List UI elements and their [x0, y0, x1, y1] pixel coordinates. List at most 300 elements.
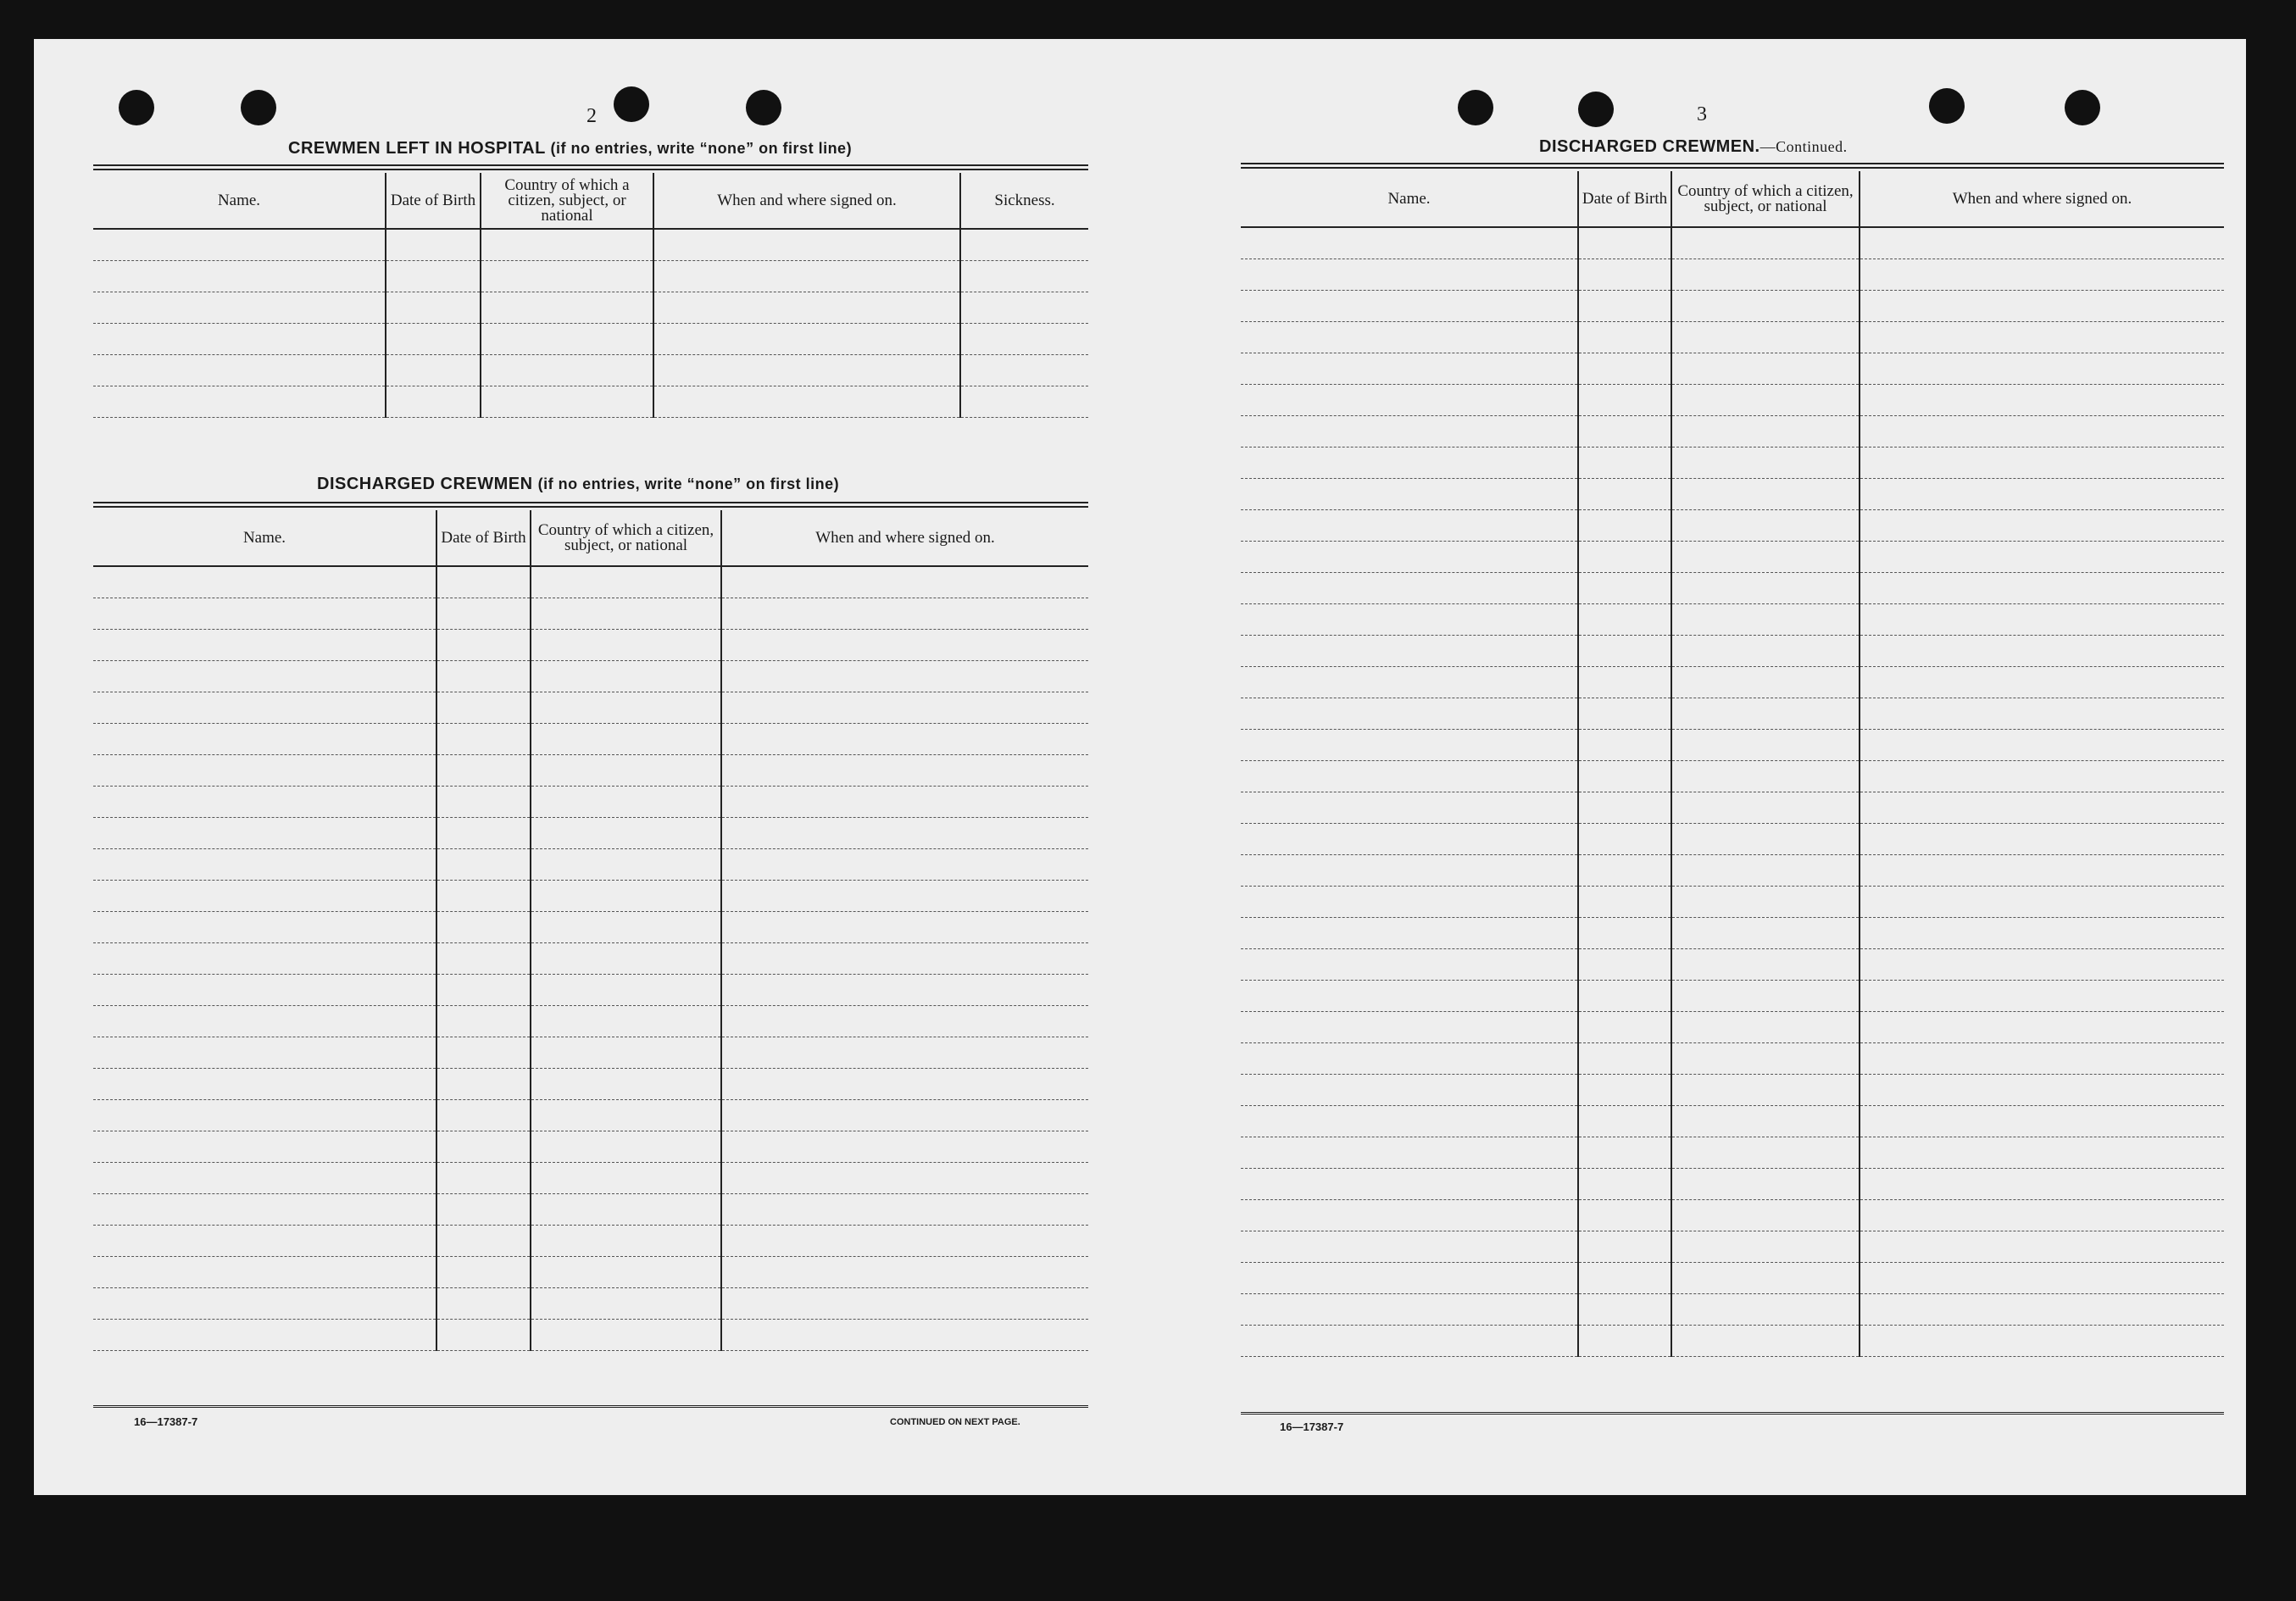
table-cell[interactable]: [1860, 730, 2224, 761]
table-cell[interactable]: [1671, 1294, 1860, 1326]
table-cell[interactable]: [93, 1163, 436, 1194]
table-cell[interactable]: [1578, 1294, 1671, 1326]
table-cell[interactable]: [721, 661, 1088, 692]
table-cell[interactable]: [721, 1288, 1088, 1320]
table-cell[interactable]: [436, 755, 531, 787]
table-cell[interactable]: [653, 386, 960, 418]
table-cell[interactable]: [1860, 479, 2224, 510]
table-cell[interactable]: [721, 1100, 1088, 1131]
table-cell[interactable]: [721, 566, 1088, 598]
table-cell[interactable]: [436, 849, 531, 881]
table-row: [1241, 981, 2224, 1012]
table-cell[interactable]: [93, 386, 386, 418]
table-cell[interactable]: [1671, 291, 1860, 322]
table-cell[interactable]: [1578, 322, 1671, 353]
table-cell[interactable]: [93, 943, 436, 975]
table-cell[interactable]: [721, 1131, 1088, 1163]
table-cell[interactable]: [1241, 667, 1578, 698]
table-cell[interactable]: [436, 1006, 531, 1037]
table-cell[interactable]: [1671, 1012, 1860, 1043]
table-cell[interactable]: [436, 1257, 531, 1288]
table-cell[interactable]: [93, 692, 436, 724]
table-cell[interactable]: [93, 818, 436, 849]
table-cell[interactable]: [531, 692, 721, 724]
table-cell[interactable]: [531, 1320, 721, 1351]
table-cell[interactable]: [1241, 1075, 1578, 1106]
table-cell[interactable]: [93, 912, 436, 943]
table-cell[interactable]: [1578, 573, 1671, 604]
table-cell[interactable]: [531, 630, 721, 661]
table-cell[interactable]: [653, 355, 960, 386]
table-cell[interactable]: [1671, 604, 1860, 636]
table-cell[interactable]: [960, 386, 1088, 418]
table-cell[interactable]: [436, 1037, 531, 1069]
table-cell[interactable]: [1241, 1200, 1578, 1231]
table-cell[interactable]: [1241, 1137, 1578, 1169]
table-cell[interactable]: [1578, 1075, 1671, 1106]
table-cell[interactable]: [721, 1226, 1088, 1257]
table-cell[interactable]: [1578, 1012, 1671, 1043]
table-cell[interactable]: [93, 1226, 436, 1257]
table-row: [93, 566, 1088, 598]
table-cell[interactable]: [386, 261, 481, 292]
table-cell[interactable]: [531, 724, 721, 755]
table-cell[interactable]: [1671, 824, 1860, 855]
table-cell[interactable]: [1241, 385, 1578, 416]
table-cell[interactable]: [1578, 981, 1671, 1012]
table-cell[interactable]: [436, 724, 531, 755]
table-cell[interactable]: [1241, 887, 1578, 918]
table-cell[interactable]: [93, 1006, 436, 1037]
table-cell[interactable]: [531, 975, 721, 1006]
table-cell[interactable]: [1671, 573, 1860, 604]
table-cell[interactable]: [1860, 542, 2224, 573]
table-cell[interactable]: [1241, 510, 1578, 542]
table-cell[interactable]: [1578, 604, 1671, 636]
table-cell[interactable]: [1860, 1294, 2224, 1326]
table-cell[interactable]: [1241, 761, 1578, 792]
table-cell[interactable]: [960, 292, 1088, 324]
table-cell[interactable]: [436, 1288, 531, 1320]
table-cell[interactable]: [1671, 1169, 1860, 1200]
table-cell[interactable]: [1671, 887, 1860, 918]
table-cell[interactable]: [1241, 730, 1578, 761]
table-cell[interactable]: [1241, 981, 1578, 1012]
table-cell[interactable]: [1578, 887, 1671, 918]
table-cell[interactable]: [1241, 1106, 1578, 1137]
table-cell[interactable]: [721, 630, 1088, 661]
discharged-title-note: (if no entries, write “none” on first line): [537, 475, 840, 492]
table-cell[interactable]: [1860, 604, 2224, 636]
table-cell[interactable]: [653, 324, 960, 355]
table-cell[interactable]: [1578, 636, 1671, 667]
table-cell[interactable]: [531, 787, 721, 818]
table-cell[interactable]: [1671, 918, 1860, 949]
table-cell[interactable]: [721, 943, 1088, 975]
table-cell[interactable]: [1241, 479, 1578, 510]
table-cell[interactable]: [721, 849, 1088, 881]
table-row: [1241, 1326, 2224, 1357]
table-cell[interactable]: [1578, 1137, 1671, 1169]
table-cell[interactable]: [93, 1100, 436, 1131]
table-cell[interactable]: [1578, 259, 1671, 291]
table-cell[interactable]: [386, 292, 481, 324]
table-cell[interactable]: [721, 975, 1088, 1006]
table-cell[interactable]: [1241, 1294, 1578, 1326]
table-cell[interactable]: [93, 1257, 436, 1288]
table-cell[interactable]: [93, 630, 436, 661]
table-cell[interactable]: [531, 1194, 721, 1226]
table-cell[interactable]: [481, 355, 653, 386]
table-cell[interactable]: [1860, 353, 2224, 385]
table-cell[interactable]: [386, 324, 481, 355]
table-cell[interactable]: [721, 1163, 1088, 1194]
table-cell[interactable]: [1671, 636, 1860, 667]
table-row: [93, 1037, 1088, 1069]
table-cell[interactable]: [531, 566, 721, 598]
table-cell[interactable]: [721, 1194, 1088, 1226]
table-cell[interactable]: [93, 661, 436, 692]
table-cell[interactable]: [1860, 510, 2224, 542]
table-cell[interactable]: [93, 787, 436, 818]
table-cell[interactable]: [1578, 542, 1671, 573]
table-row: [93, 1257, 1088, 1288]
table-cell[interactable]: [1241, 353, 1578, 385]
table-cell[interactable]: [1671, 385, 1860, 416]
table-cell[interactable]: [1578, 1169, 1671, 1200]
table-cell[interactable]: [1578, 1200, 1671, 1231]
table-cell[interactable]: [531, 1163, 721, 1194]
table-cell[interactable]: [531, 1100, 721, 1131]
table-cell[interactable]: [1671, 353, 1860, 385]
table-cell[interactable]: [436, 1320, 531, 1351]
table-cell[interactable]: [436, 692, 531, 724]
table-cell[interactable]: [1860, 949, 2224, 981]
table-cell[interactable]: [436, 881, 531, 912]
table-cell[interactable]: [386, 386, 481, 418]
table-cell[interactable]: [1860, 636, 2224, 667]
table-cell[interactable]: [721, 1037, 1088, 1069]
table-cell[interactable]: [1860, 887, 2224, 918]
table-cell[interactable]: [436, 1100, 531, 1131]
table-cell[interactable]: [481, 229, 653, 261]
table-cell[interactable]: [1578, 1106, 1671, 1137]
table-cell[interactable]: [93, 261, 386, 292]
table-row: [93, 661, 1088, 692]
table-cell[interactable]: [386, 229, 481, 261]
discharged-continued-title: [1539, 137, 1848, 157]
table-cell[interactable]: [436, 1069, 531, 1100]
table-cell[interactable]: [1241, 1231, 1578, 1263]
table-cell[interactable]: [1241, 636, 1578, 667]
table-row: [1241, 855, 2224, 887]
table-cell[interactable]: [1671, 416, 1860, 448]
table-cell[interactable]: [1241, 1169, 1578, 1200]
table-cell[interactable]: [1241, 1012, 1578, 1043]
table-cell[interactable]: [721, 1320, 1088, 1351]
form-number: 16—17387-7: [134, 1415, 198, 1428]
table-cell[interactable]: [531, 1006, 721, 1037]
table-cell[interactable]: [531, 818, 721, 849]
table-cell[interactable]: [1578, 698, 1671, 730]
table-cell[interactable]: [1241, 416, 1578, 448]
table-cell[interactable]: [721, 912, 1088, 943]
table-cell[interactable]: [1860, 918, 2224, 949]
table-cell[interactable]: [721, 692, 1088, 724]
table-cell[interactable]: [721, 1069, 1088, 1100]
table-cell[interactable]: [1241, 227, 1578, 259]
table-cell[interactable]: [1671, 981, 1860, 1012]
table-cell[interactable]: [1860, 1137, 2224, 1169]
table-cell[interactable]: [721, 881, 1088, 912]
table-cell[interactable]: [531, 849, 721, 881]
table-cell[interactable]: [1860, 1326, 2224, 1357]
table-cell[interactable]: [721, 755, 1088, 787]
table-cell[interactable]: [93, 1288, 436, 1320]
table-cell[interactable]: [653, 261, 960, 292]
table-cell[interactable]: [1241, 322, 1578, 353]
table-cell[interactable]: [1578, 1043, 1671, 1075]
table-cell[interactable]: [531, 943, 721, 975]
table-cell[interactable]: [1671, 1200, 1860, 1231]
table-cell[interactable]: [1860, 1106, 2224, 1137]
table-cell[interactable]: [1241, 824, 1578, 855]
table-cell[interactable]: [436, 1194, 531, 1226]
table-cell[interactable]: [1860, 1231, 2224, 1263]
table-cell[interactable]: [93, 292, 386, 324]
table-cell[interactable]: [721, 598, 1088, 630]
table-cell[interactable]: [1860, 416, 2224, 448]
rule: [93, 502, 1088, 508]
table-cell[interactable]: [481, 292, 653, 324]
table-cell[interactable]: [1860, 981, 2224, 1012]
table-row: [1241, 636, 2224, 667]
table-cell[interactable]: [1241, 698, 1578, 730]
table-cell[interactable]: [93, 1069, 436, 1100]
table-cell[interactable]: [531, 1037, 721, 1069]
table-cell[interactable]: [1860, 227, 2224, 259]
table-cell[interactable]: [1860, 698, 2224, 730]
table-cell[interactable]: [1860, 855, 2224, 887]
table-cell[interactable]: [1860, 667, 2224, 698]
table-cell[interactable]: [531, 1069, 721, 1100]
table-cell[interactable]: [1860, 448, 2224, 479]
table-cell[interactable]: [436, 975, 531, 1006]
table-cell[interactable]: [531, 912, 721, 943]
table-cell[interactable]: [1241, 1263, 1578, 1294]
table-cell[interactable]: [93, 1194, 436, 1226]
table-cell[interactable]: [721, 1006, 1088, 1037]
table-cell[interactable]: [1671, 730, 1860, 761]
table-cell[interactable]: [1671, 1326, 1860, 1357]
table-cell[interactable]: [436, 787, 531, 818]
table-cell[interactable]: [1671, 1106, 1860, 1137]
table-cell[interactable]: [436, 912, 531, 943]
table-cell[interactable]: [531, 755, 721, 787]
table-cell[interactable]: [721, 724, 1088, 755]
table-cell[interactable]: [1671, 698, 1860, 730]
table-cell[interactable]: [531, 661, 721, 692]
table-cell[interactable]: [1578, 824, 1671, 855]
table-cell[interactable]: [1241, 448, 1578, 479]
table-cell[interactable]: [1860, 1169, 2224, 1200]
table-cell[interactable]: [481, 386, 653, 418]
table-cell[interactable]: [93, 1320, 436, 1351]
table-cell[interactable]: [1860, 1075, 2224, 1106]
table-cell[interactable]: [1578, 918, 1671, 949]
table-cell[interactable]: [481, 324, 653, 355]
table-row: [93, 1069, 1088, 1100]
table-cell[interactable]: [1578, 416, 1671, 448]
table-cell[interactable]: [436, 630, 531, 661]
table-cell[interactable]: [1578, 510, 1671, 542]
column-header-sickness: Sickness.: [960, 173, 1088, 229]
table-cell[interactable]: [93, 229, 386, 261]
table-cell[interactable]: [1671, 1137, 1860, 1169]
table-row: [1241, 291, 2224, 322]
table-cell[interactable]: [960, 324, 1088, 355]
table-cell[interactable]: [93, 1131, 436, 1163]
table-cell[interactable]: [436, 1163, 531, 1194]
table-cell[interactable]: [1860, 573, 2224, 604]
table-cell[interactable]: [531, 1257, 721, 1288]
table-cell[interactable]: [721, 787, 1088, 818]
table-cell[interactable]: [531, 1288, 721, 1320]
table-cell[interactable]: [1241, 949, 1578, 981]
table-cell[interactable]: [93, 355, 386, 386]
table-cell[interactable]: [1671, 1075, 1860, 1106]
table-cell[interactable]: [93, 849, 436, 881]
rule: [93, 164, 1088, 170]
table-row: [1241, 792, 2224, 824]
table-cell[interactable]: [1578, 291, 1671, 322]
table-cell[interactable]: [1671, 667, 1860, 698]
table-cell[interactable]: [1578, 448, 1671, 479]
table-cell[interactable]: [1860, 1012, 2224, 1043]
table-cell[interactable]: [1671, 259, 1860, 291]
table-cell[interactable]: [960, 355, 1088, 386]
table-cell[interactable]: [93, 324, 386, 355]
table-cell[interactable]: [1671, 479, 1860, 510]
hospital-section-title: [288, 139, 852, 158]
table-cell[interactable]: [1241, 1043, 1578, 1075]
table-cell[interactable]: [1241, 291, 1578, 322]
table-cell[interactable]: [1671, 510, 1860, 542]
table-cell[interactable]: [1578, 1263, 1671, 1294]
table-cell[interactable]: [960, 229, 1088, 261]
table-cell[interactable]: [1860, 1200, 2224, 1231]
table-cell[interactable]: [1578, 1231, 1671, 1263]
table-cell[interactable]: [721, 1257, 1088, 1288]
discharged-section-title: [317, 475, 839, 494]
table-cell[interactable]: [1860, 761, 2224, 792]
table-cell[interactable]: [93, 724, 436, 755]
table-cell[interactable]: [1671, 542, 1860, 573]
table-cell[interactable]: [436, 661, 531, 692]
table-cell[interactable]: [1860, 291, 2224, 322]
table-cell[interactable]: [653, 292, 960, 324]
table-cell[interactable]: [1578, 855, 1671, 887]
table-cell[interactable]: [436, 1226, 531, 1257]
table-cell[interactable]: [93, 755, 436, 787]
column-header-name: Name.: [1241, 171, 1578, 227]
table-cell[interactable]: [1578, 227, 1671, 259]
table-cell[interactable]: [1671, 855, 1860, 887]
table-cell[interactable]: [93, 975, 436, 1006]
table-cell[interactable]: [1860, 259, 2224, 291]
table-cell[interactable]: [1578, 667, 1671, 698]
table-cell[interactable]: [1578, 385, 1671, 416]
column-header-signed-on: When and where signed on.: [653, 173, 960, 229]
table-cell[interactable]: [1860, 322, 2224, 353]
table-cell[interactable]: [531, 1131, 721, 1163]
table-row: [1241, 1106, 2224, 1137]
table-cell[interactable]: [531, 598, 721, 630]
table-cell[interactable]: [1241, 1326, 1578, 1357]
table-cell[interactable]: [1241, 604, 1578, 636]
table-cell[interactable]: [1671, 761, 1860, 792]
table-cell[interactable]: [436, 566, 531, 598]
table-cell[interactable]: [1578, 353, 1671, 385]
table-cell[interactable]: [1241, 573, 1578, 604]
table-cell[interactable]: [721, 818, 1088, 849]
table-row: [1241, 824, 2224, 855]
table-cell[interactable]: [1578, 761, 1671, 792]
table-cell[interactable]: [1860, 824, 2224, 855]
table-cell[interactable]: [960, 261, 1088, 292]
table-cell[interactable]: [1578, 949, 1671, 981]
table-cell[interactable]: [1671, 448, 1860, 479]
table-cell[interactable]: [1578, 1326, 1671, 1357]
table-cell[interactable]: [1241, 855, 1578, 887]
table-cell[interactable]: [531, 1226, 721, 1257]
table-cell[interactable]: [1241, 918, 1578, 949]
table-row: [93, 1163, 1088, 1194]
table-cell[interactable]: [1671, 1043, 1860, 1075]
table-cell[interactable]: [1578, 730, 1671, 761]
table-cell[interactable]: [93, 1037, 436, 1069]
table-cell[interactable]: [1860, 1263, 2224, 1294]
table-cell[interactable]: [93, 881, 436, 912]
table-cell[interactable]: [1671, 949, 1860, 981]
table-cell[interactable]: [1671, 1263, 1860, 1294]
table-cell[interactable]: [653, 229, 960, 261]
table-cell[interactable]: [1860, 385, 2224, 416]
discharged-table: [93, 510, 1088, 1351]
table-cell[interactable]: [1241, 792, 1578, 824]
table-cell[interactable]: [436, 943, 531, 975]
table-cell[interactable]: [1671, 1231, 1860, 1263]
table-cell[interactable]: [1241, 259, 1578, 291]
table-cell[interactable]: [1860, 1043, 2224, 1075]
table-cell[interactable]: [531, 881, 721, 912]
table-cell[interactable]: [436, 1131, 531, 1163]
table-cell[interactable]: [1671, 792, 1860, 824]
table-row: [1241, 698, 2224, 730]
table-cell[interactable]: [93, 566, 436, 598]
table-cell[interactable]: [1671, 227, 1860, 259]
table-cell[interactable]: [436, 818, 531, 849]
table-cell[interactable]: [386, 355, 481, 386]
table-cell[interactable]: [1578, 792, 1671, 824]
table-cell[interactable]: [1671, 322, 1860, 353]
table-cell[interactable]: [1860, 792, 2224, 824]
table-cell[interactable]: [481, 261, 653, 292]
table-cell[interactable]: [93, 598, 436, 630]
table-cell[interactable]: [1578, 479, 1671, 510]
table-cell[interactable]: [1241, 542, 1578, 573]
table-cell[interactable]: [436, 598, 531, 630]
